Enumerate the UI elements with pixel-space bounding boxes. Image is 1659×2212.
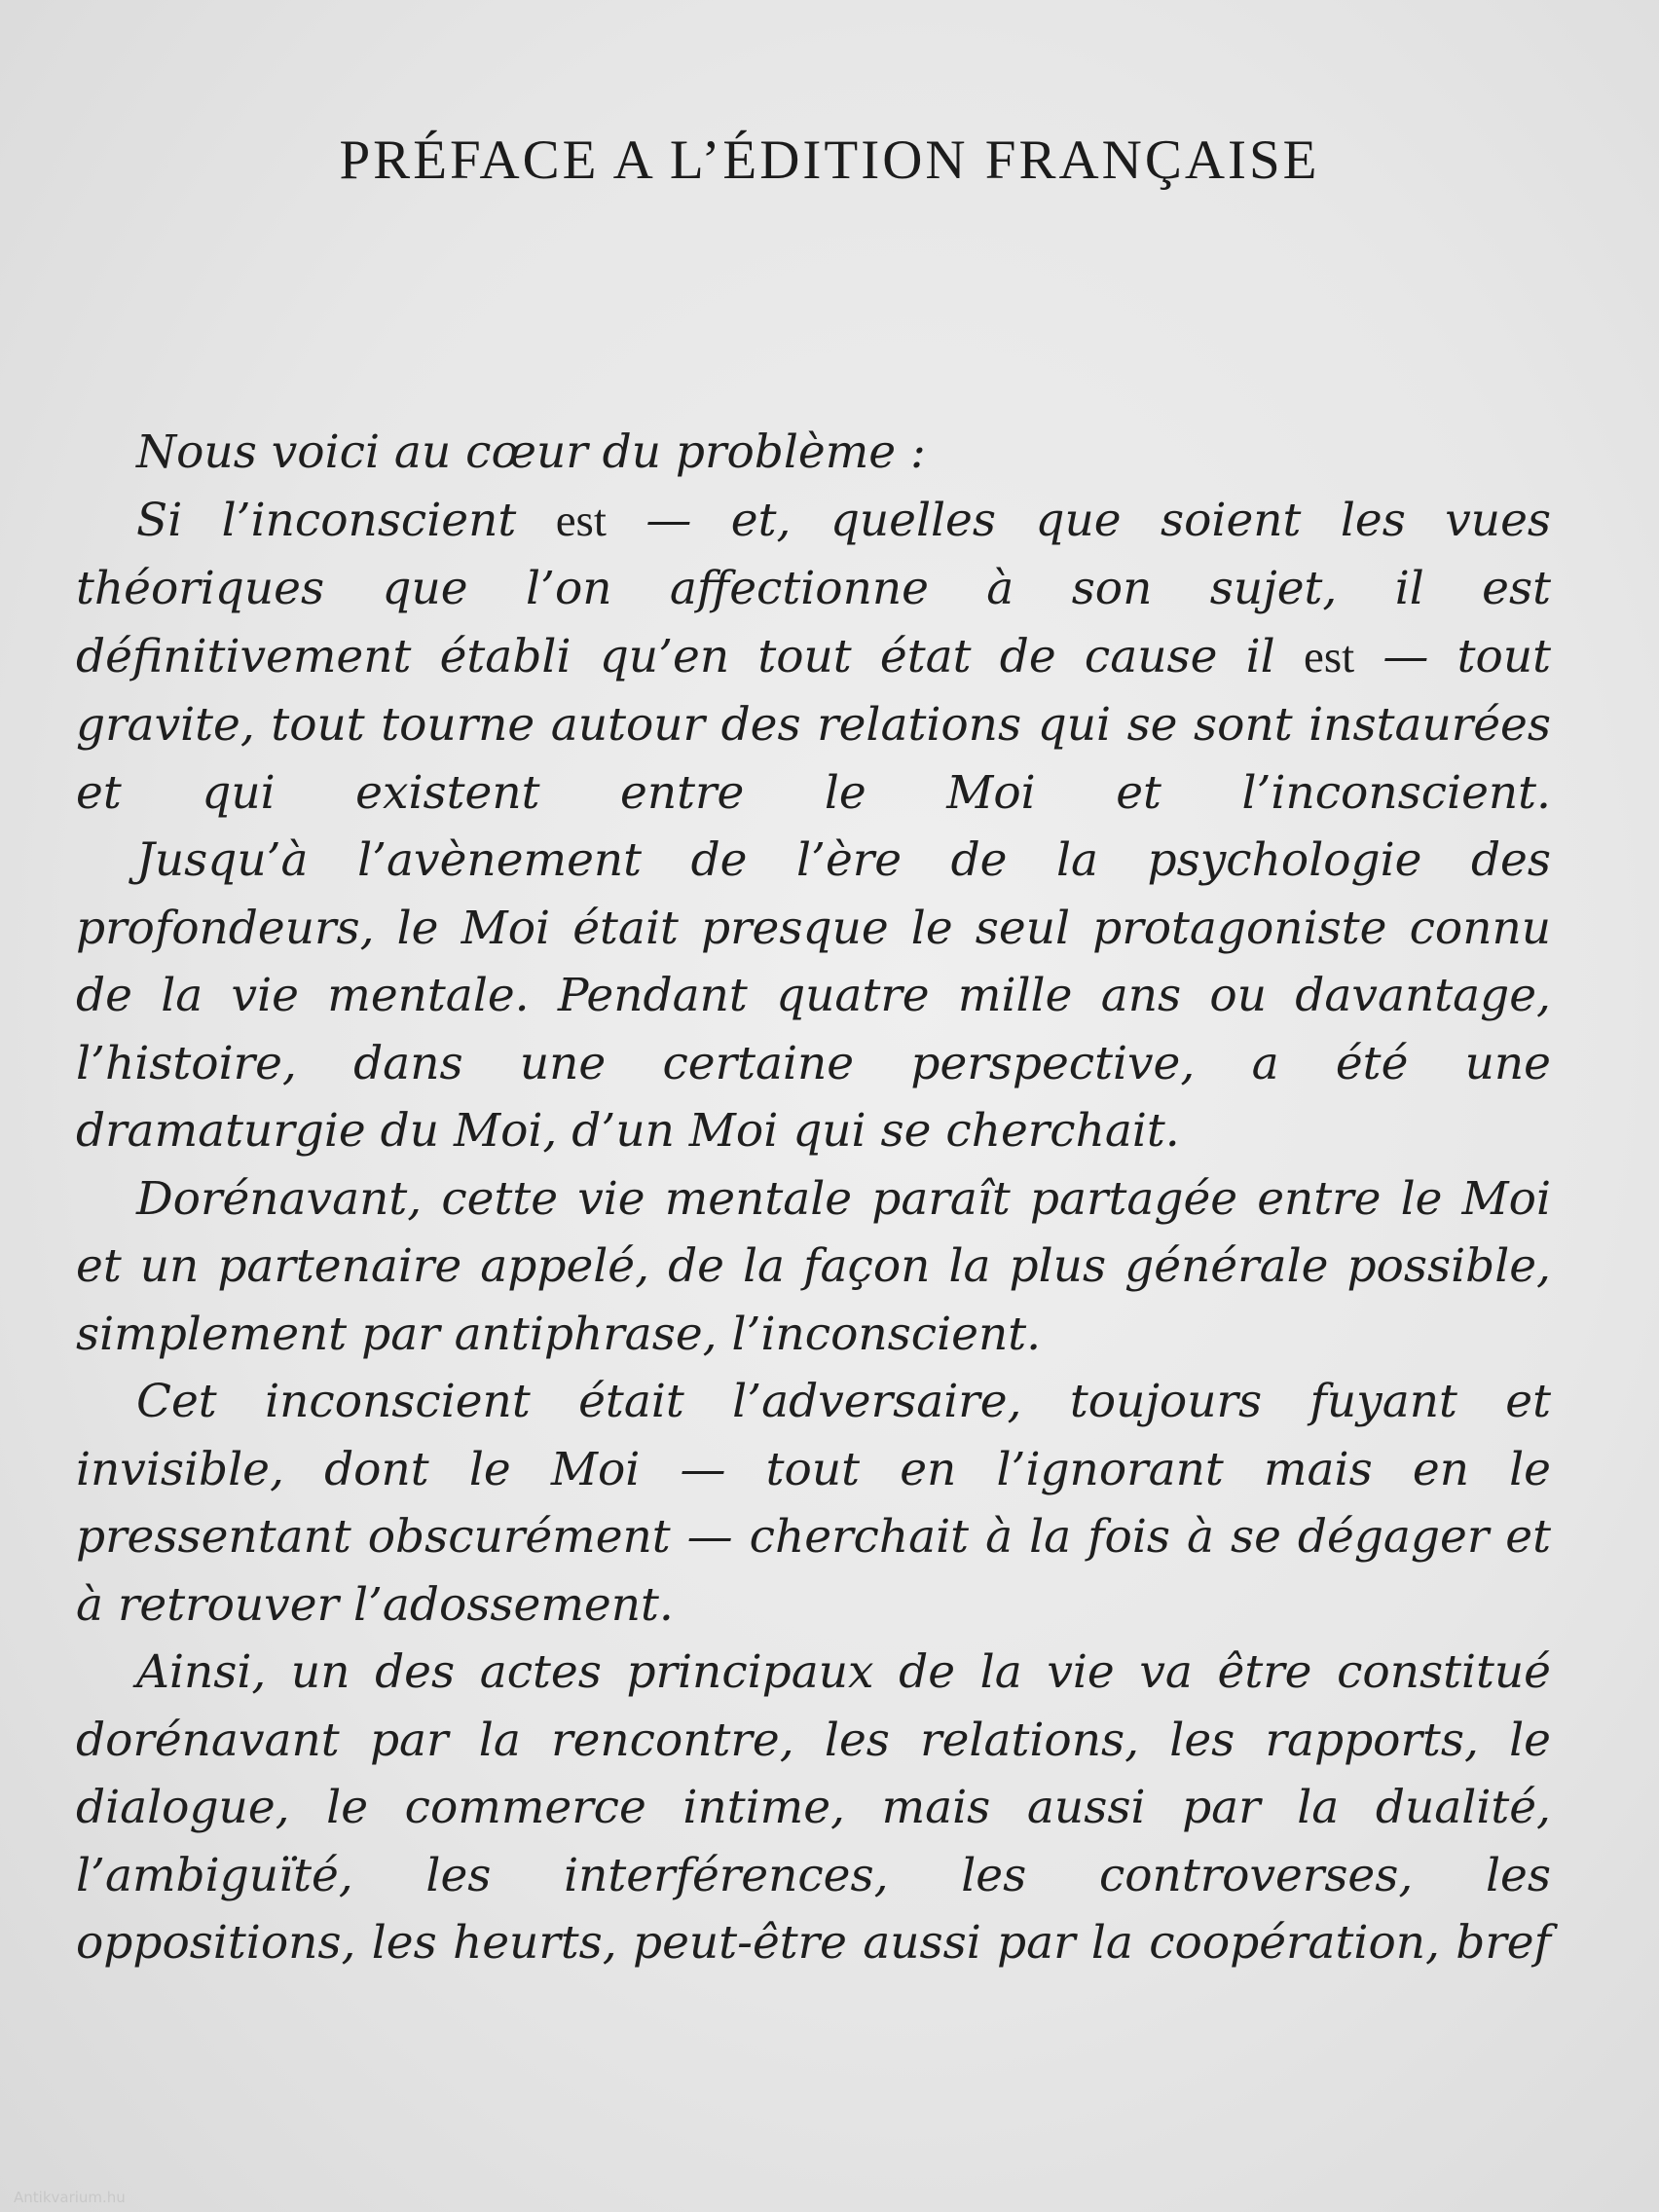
paragraph-1: Nous voici au cœur du problème : [136, 425, 926, 479]
paragraph-5: Cet inconscient était l’adversaire, toujours fuyant et invisible, dont le Moi — tout en l’ignorant mais en le pressentant obscurément — cherchait à la fois à se dégager et à retrouver l’adossement. [76, 1375, 1551, 1632]
body-text [76, 419, 1551, 1977]
paragraph-2-emphasis-2: est [1303, 631, 1355, 682]
paragraph-6: Ainsi, un des actes principaux de la vie va être constitué dorénavant par la rencontre, les relations, les rapports, le dialogue, le commerce intime, mais aussi par la dualité, l’ambiguïté, les interférences, les controverses, les oppositions, les heurts, peut-être aussi par la coopération, bref [76, 1645, 1551, 1970]
paragraph-2-emphasis-1: est [555, 495, 607, 546]
page-title: PRÉFACE A L’ÉDITION FRANÇAISE [339, 129, 1320, 191]
paragraph-4: Dorénavant, cette vie mentale paraît partagée entre le Moi et un partenaire appelé, de la façon la plus générale possible, simplement par antiphrase, l’inconscient. [76, 1171, 1551, 1361]
paragraph-2-part-3: — et, quelles que soient les vues théoriques que l’on affectionne à son sujet, il est définitivement établi qu’en tout état de cause il [76, 493, 1551, 683]
paragraph-2 [76, 487, 1551, 828]
paragraph-2-part-5: — tout gravite, tout tourne autour des relations qui se sont instaurées et qui existent entre le Moi et l’inconscient. [76, 629, 1551, 820]
paragraph-3: Jusqu’à l’avènement de l’ère de la psychologie des profondeurs, le Moi était presque le seul protagoniste connu de la vie mentale. Pendant quatre mille ans ou davantage, l’histoire, dans une certaine perspective, a été une dramaturgie du Moi, d’un Moi qui se cherchait. [76, 833, 1551, 1158]
watermark: Antikvarium.hu [14, 2189, 126, 2206]
paragraph-2-part-1: Si l’inconscient [136, 493, 556, 547]
